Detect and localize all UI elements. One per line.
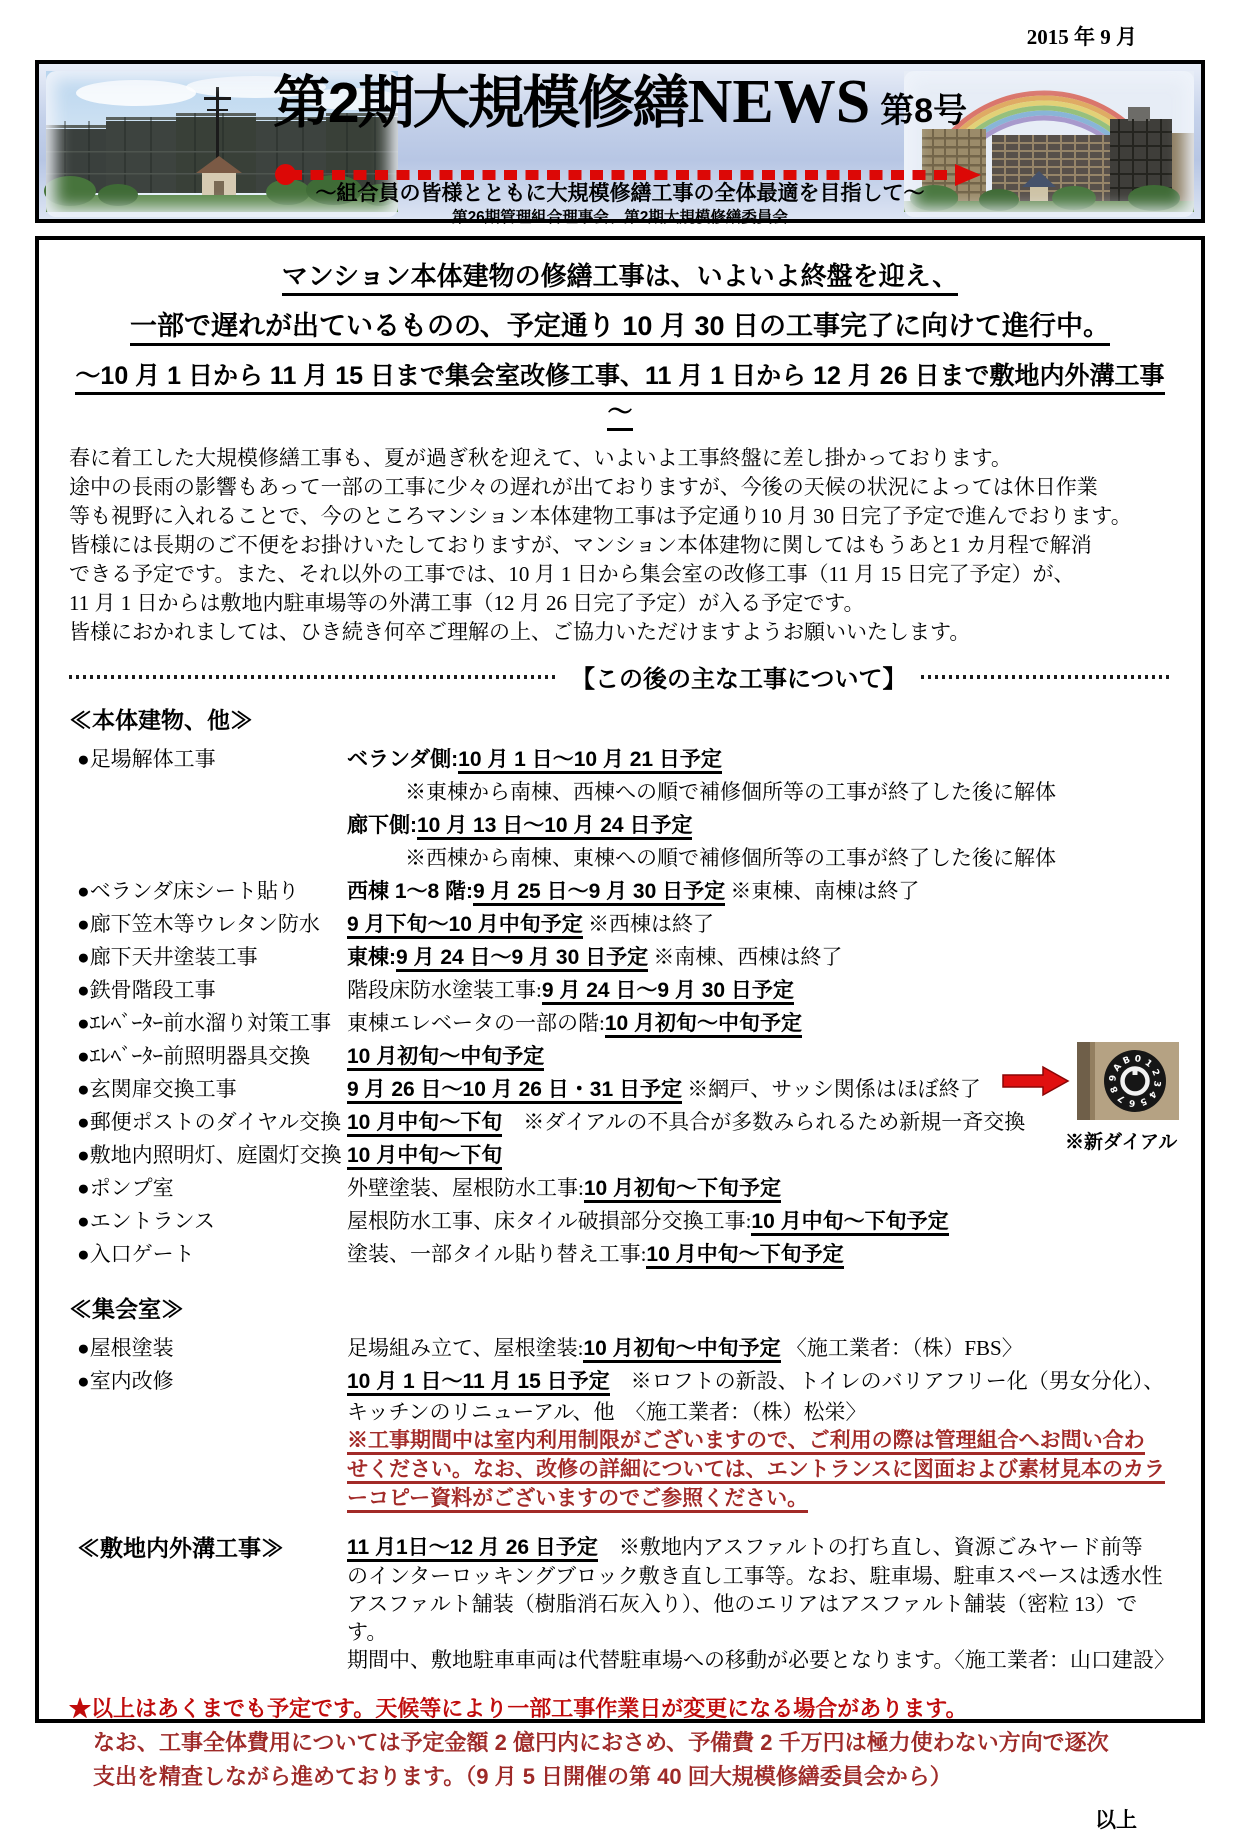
work-text-segment: 9 月 24 日～9 月 30 日予定: [396, 946, 648, 972]
work-line: [347, 842, 1171, 875]
work-text-segment: 10 月初旬～中旬予定: [583, 1337, 780, 1363]
bullet-icon: ●: [77, 945, 90, 969]
work-line: [347, 743, 1171, 776]
work-row-label: ●屋根塗装: [77, 1336, 174, 1360]
work-text-segment: 10 月中旬～下旬予定: [751, 1210, 948, 1236]
work-row-label: ●玄関扉交換工事: [77, 1077, 237, 1101]
bullet-icon: ●: [77, 912, 90, 936]
work-row: [69, 743, 1171, 875]
work-line: [347, 1365, 1171, 1398]
work-text-segment: ※西棟から南棟、東棟への順で補修個所等の工事が終了した後に解体: [405, 846, 1056, 870]
intro-line: 11 月 1 日からは敷地内駐車場等の外溝工事（12 月 26 日完了予定）が入る予定です。: [69, 591, 865, 615]
work-line: [347, 941, 1171, 974]
footer-notes: [69, 1692, 1171, 1794]
work-section-heading: ≪本体建物、他≫: [69, 707, 253, 733]
work-row-content: [347, 1365, 1171, 1513]
work-row: [69, 1238, 1171, 1271]
svg-text:6: 6: [1128, 1096, 1136, 1108]
work-row-label: ●エントランス: [77, 1209, 216, 1233]
work-line: [347, 1007, 1171, 1040]
work-row-content: [347, 1172, 1171, 1205]
work-row-label: ≪敷地内外溝工事≫: [77, 1535, 284, 1561]
work-text-segment: 廊下側:: [347, 814, 417, 837]
footer-line: なお、工事全体費用については予定金額 2 億円内におさめ、予備費 2 千万円は極力使わない方向で逐次: [93, 1730, 1109, 1755]
work-text-segment: せください。なお、改修の詳細については、エントランスに図面および素材見本のカラ: [347, 1458, 1165, 1484]
work-text-segment: 9 月 26 日～10 月 26 日・31 日予定: [347, 1078, 682, 1104]
work-row: [69, 1533, 1175, 1674]
dotted-line-right: [921, 675, 1171, 679]
header-banner: [35, 60, 1205, 226]
work-row: [69, 1365, 1171, 1513]
section-divider: [69, 659, 1171, 694]
work-text-segment: キッチンのリニューアル、他 〈施工業者：（株）松栄〉: [347, 1400, 867, 1424]
bullet-icon: ●: [77, 1369, 90, 1393]
headline-2: 一部で遅れが出ているものの、予定通り 10 月 30 日の工事完了に向けて進行中。: [69, 304, 1171, 343]
svg-text:8: 8: [1109, 1084, 1121, 1095]
work-row-content: [347, 1007, 1171, 1040]
work-text-segment: 10 月 13 日～10 月 24 日予定: [417, 814, 692, 840]
svg-text:9: 9: [1108, 1074, 1120, 1082]
work-row-content: [347, 908, 1171, 941]
work-line: [347, 1332, 1171, 1365]
headline-3: ～10 月 1 日から 11 月 15 日まで集会室改修工事、11 月 1 日から 12 月 26 日まで敷地内外溝工事～: [69, 356, 1171, 428]
work-row-label: ●ベランダ床シート貼り: [77, 879, 299, 903]
work-line: [347, 1205, 1171, 1238]
work-row-label: ●足場解体工事: [77, 747, 216, 771]
issue-date: 2015 年 9 月: [1026, 25, 1137, 49]
dial-caption: ※新ダイアル: [1065, 1132, 1178, 1153]
work-row-content: [347, 941, 1171, 974]
work-row-label: ●入口ゲート: [77, 1242, 195, 1266]
work-text-segment: 屋根防水工事、床タイル破損部分交換工事:: [347, 1209, 752, 1233]
work-line: [347, 1426, 1171, 1455]
work-row: [69, 941, 1171, 974]
work-text-segment: 外壁塗装、屋根防水工事:: [347, 1176, 584, 1200]
work-line: [347, 809, 1171, 842]
work-text-segment: 10 月 1 日～10 月 21 日予定: [458, 748, 722, 774]
bullet-icon: ●: [77, 1176, 90, 1200]
intro-line: 春に着工した大規模修繕工事も、夏が過ぎ秋を迎えて、いよいよ工事終盤に差し掛かっております。: [69, 446, 1012, 470]
work-line: [347, 1238, 1171, 1271]
work-row-content: [347, 1332, 1171, 1365]
work-text-segment: 西棟 1～8 階:: [347, 880, 474, 903]
work-line: [347, 1562, 1171, 1590]
work-row-label: ●郵便ポストのダイヤル交換: [77, 1110, 342, 1134]
work-text-segment: ※網戸、サッシ関係はほぼ終了: [681, 1077, 981, 1101]
work-text-segment: 10 月中旬～下旬: [347, 1144, 502, 1170]
work-row: [69, 908, 1171, 941]
work-row-content: [347, 1139, 1171, 1172]
work-row-content: [347, 875, 1171, 908]
work-row: [69, 1007, 1171, 1040]
work-text-segment: 10 月 1 日～11 月 15 日予定: [347, 1370, 610, 1396]
issue-number: 第8号: [880, 92, 968, 130]
bullet-icon: ●: [77, 879, 90, 903]
work-line: [347, 1590, 1171, 1646]
work-text-segment: 11 月1日～12 月 26 日予定: [347, 1536, 598, 1562]
work-sections: [69, 702, 1175, 1674]
header-organization: 第26期管理組合理事会、第2期大規模修繕委員会: [452, 209, 788, 226]
newsletter-title: [39, 70, 1201, 150]
work-row-label: ●廊下天井塗装工事: [77, 945, 258, 969]
dial-photo-block: [1065, 1042, 1181, 1154]
work-line: [347, 1484, 1171, 1513]
work-row-content: [347, 1533, 1175, 1674]
work-row: [69, 974, 1171, 1007]
work-line: [347, 1646, 1175, 1674]
work-text-segment: 10 月初旬～中旬予定: [347, 1045, 544, 1071]
work-row-content: [347, 1238, 1171, 1271]
work-text-segment: 9 月 25 日～9 月 30 日予定: [473, 880, 725, 906]
headline-1: マンション本体建物の修繕工事は、いよいよ終盤を迎え、: [69, 256, 1171, 293]
work-row-content: [347, 974, 1171, 1007]
work-row: [69, 1172, 1171, 1205]
work-line: [347, 908, 1171, 941]
footer-line: ★以上はあくまでも予定です。天候等により一部工事作業日が変更になる場合があります。: [69, 1696, 968, 1721]
svg-text:2: 2: [1149, 1067, 1161, 1078]
bullet-icon: ●: [77, 1209, 90, 1233]
work-line: [347, 1533, 1171, 1562]
work-text-segment: 9 月 24 日～9 月 30 日予定: [542, 979, 794, 1005]
bullet-icon: ●: [77, 747, 90, 771]
bullet-icon: ●: [77, 1143, 90, 1167]
intro-line: 等も視野に入れることで、今のところマンション本体建物工事は予定通り10 月 30 日完了予定で進んでおります。: [69, 504, 1132, 528]
work-text-segment: 10 月初旬～中旬予定: [605, 1012, 802, 1038]
bullet-icon: ●: [77, 1077, 90, 1101]
svg-text:3: 3: [1150, 1080, 1162, 1088]
intro-paragraph: [69, 444, 1171, 647]
work-text-segment: 期間中、敷地駐車車両は代替駐車場への移動が必要となります。〈施工業者：山口建設〉: [347, 1648, 1175, 1672]
work-text-segment: ※西棟は終了: [582, 912, 714, 936]
work-text-segment: 10 月初旬～下旬予定: [584, 1177, 781, 1203]
work-text-segment: ※東棟から南棟、西棟への順で補修個所等の工事が終了した後に解体: [405, 780, 1056, 804]
work-row-label: ●ｴﾚﾍﾞｰﾀｰ前水溜り対策工事: [77, 1011, 332, 1035]
title-news-word: NEWS: [687, 68, 871, 136]
work-line: [347, 1398, 1171, 1426]
bullet-icon: ●: [77, 1242, 90, 1266]
work-text-segment: ※ダイアルの不具合が多数みられるため新規一斉交換: [502, 1110, 1026, 1134]
work-text-segment: ※ロフトの新設、トイレのバリアフリー化（男女分化）、: [609, 1369, 1165, 1393]
work-line: [347, 974, 1171, 1007]
closing-word: 以上: [1095, 1808, 1137, 1832]
work-text-segment: 階段床防水塗装工事:: [347, 978, 542, 1002]
work-row-label: ●敷地内照明灯、庭園灯交換: [77, 1143, 342, 1167]
work-text-segment: 10 月中旬～下旬予定: [646, 1243, 843, 1269]
work-text-segment: ※工事期間中は室内利用制限がございますので、ご利用の際は管理組合へお問い合わ: [347, 1429, 1145, 1455]
work-text-segment: 東棟エレベータの一部の階:: [347, 1011, 605, 1035]
work-row-label: ●鉄骨階段工事: [77, 978, 216, 1002]
work-row-label: ●ポンプ室: [77, 1176, 174, 1200]
svg-text:5: 5: [1138, 1095, 1149, 1107]
work-row: [69, 1332, 1171, 1365]
work-row: [69, 1139, 1171, 1172]
title-japanese: 第2期大規模修繕: [272, 71, 688, 135]
work-line: [347, 875, 1171, 908]
work-text-segment: 9 月下旬～10 月中旬予定: [347, 913, 583, 939]
main-content: [35, 236, 1205, 1832]
dotted-line-left: [69, 675, 557, 679]
work-row-content: [347, 1106, 1171, 1139]
intro-line: できる予定です。また、それ以外の工事では、10 月 1 日から集会室の改修工事（11 月 15 日完了予定）が、: [69, 562, 1075, 586]
work-text-segment: 東棟:: [347, 946, 396, 969]
work-line: [347, 1172, 1171, 1205]
work-line: [347, 1455, 1171, 1484]
work-text-segment: ※東棟、南棟は終了: [725, 879, 920, 903]
work-text-segment: ーコピー資料がございますのでご参照ください。: [347, 1487, 808, 1513]
work-text-segment: 10 月中旬～下旬: [347, 1111, 502, 1137]
work-text-segment: ※敷地内アスファルトの打ち直し、資源ごみヤード前等: [597, 1535, 1143, 1559]
work-row: [69, 875, 1171, 908]
work-text-segment: ※南棟、西棟は終了: [648, 945, 843, 969]
work-text-segment: ベランダ側:: [347, 748, 459, 771]
work-text-segment: アスファルト舗装（樹脂消石灰入り）、他のエリアはアスファルト舗装（密粒 13）です。: [347, 1592, 1138, 1644]
work-text-segment: 〈施工業者：（株）FBS〉: [780, 1336, 1023, 1360]
bullet-icon: ●: [77, 1011, 90, 1035]
work-line: [347, 776, 1171, 809]
svg-text:7: 7: [1116, 1092, 1128, 1104]
work-line: [347, 1139, 1171, 1172]
work-text-segment: 足場組み立て、屋根塗装:: [347, 1336, 584, 1360]
svg-text:B: B: [1121, 1055, 1132, 1068]
work-row: [69, 1106, 1171, 1139]
section-title: 【この後の主な工事について】: [571, 666, 907, 693]
work-row-content: [347, 743, 1171, 875]
svg-text:0: 0: [1134, 1054, 1142, 1066]
intro-line: 途中の長雨の影響もあって一部の工事に少々の遅れが出ておりますが、今後の天候の状況によっては休日作業: [69, 475, 1098, 499]
bullet-icon: ●: [77, 1110, 90, 1134]
work-row-label: ●ｴﾚﾍﾞｰﾀｰ前照明器具交換: [77, 1044, 311, 1068]
work-text-segment: のインターロッキングブロック敷き直し工事等。なお、駐車場、駐車スペースは透水性: [347, 1564, 1163, 1588]
intro-line: 皆様におかれましては、ひき続き何卒ご理解の上、ご協力いただけますようお願いいたします。: [69, 620, 971, 644]
svg-text:A: A: [1111, 1062, 1125, 1074]
new-dial-photo: [1077, 1042, 1179, 1120]
work-text-segment: 塗装、一部タイル貼り替え工事:: [347, 1242, 647, 1266]
bullet-icon: ●: [77, 1044, 90, 1068]
footer-line: 支出を精査しながら進めております。（9 月 5 日開催の第 40 回大規模修繕委員会から）: [93, 1764, 952, 1789]
work-row: [69, 1205, 1171, 1238]
work-row-content: [347, 1205, 1171, 1238]
work-section-heading: ≪集会室≫: [69, 1296, 184, 1322]
work-line: [347, 1106, 1171, 1139]
svg-text:4: 4: [1146, 1088, 1158, 1100]
intro-line: 皆様には長期のご不便をお掛けいたしておりますが、マンション本体建物に関してはもうあと1 カ月程で解消: [69, 533, 1092, 557]
red-arrow-icon: [1003, 1066, 1069, 1096]
header-subtitle: ～組合員の皆様とともに大規模修繕工事の全体最適を目指して～: [315, 182, 925, 205]
bullet-icon: ●: [77, 978, 90, 1002]
work-row-label: ●廊下笠木等ウレタン防水: [77, 912, 320, 936]
svg-text:1: 1: [1142, 1058, 1154, 1070]
work-row-label: ●室内改修: [77, 1369, 174, 1393]
bullet-icon: ●: [77, 1336, 90, 1360]
